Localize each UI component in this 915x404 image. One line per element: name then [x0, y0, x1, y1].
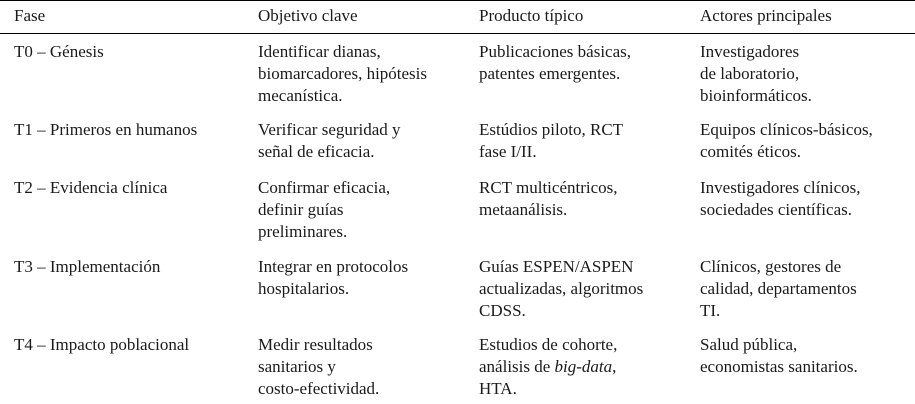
row-t1-fase: T1 – Primeros en humanos [14, 120, 198, 139]
row-t3-fase: T3 – Implementación [14, 257, 161, 276]
row-t0-producto: Publicaciones básicas, patentes emergentes. [479, 42, 632, 83]
row-t2-actores: Investigadores clínicos, sociedades científicas. [700, 178, 861, 219]
row-t3-producto: Guías ESPEN/ASPEN actualizadas, algoritmos CDSS. [479, 257, 644, 320]
header-actores: Actores principales [700, 6, 832, 25]
row-t0-fase: T0 – Génesis [14, 42, 104, 61]
row-t3-objetivo: Integrar en protocolos hospitalarios. [258, 257, 409, 298]
row-t2-fase: T2 – Evidencia clínica [14, 178, 168, 197]
row-t4-producto: Estudios de cohorte, análisis de big-data, HTA. [479, 335, 618, 398]
header-fase: Fase [14, 6, 46, 25]
top-rule [0, 0, 915, 1]
row-t2-producto: RCT multicéntricos, metaanálisis. [479, 178, 618, 219]
header-rule [0, 33, 915, 34]
row-t4-fase: T4 – Impacto poblacional [14, 335, 190, 354]
header-producto: Producto típico [479, 6, 584, 25]
header-objetivo: Objetivo clave [258, 6, 358, 25]
row-t4-objetivo: Medir resultados sanitarios y costo-efectividad. [258, 335, 380, 398]
row-t0-actores: Investigadores de laboratorio, bioinformáticos. [700, 42, 812, 105]
row-t1-actores: Equipos clínicos-básicos, comités éticos. [700, 120, 873, 161]
row-t2-objetivo: Confirmar eficacia, definir guías preliminares. [258, 178, 391, 241]
row-t1-objetivo: Verificar seguridad y señal de eficacia. [258, 120, 401, 161]
row-t1-producto: Estúdios piloto, RCT fase I/II. [479, 120, 624, 161]
row-t4-actores: Salud pública, economistas sanitarios. [700, 335, 858, 376]
row-t0-objetivo: Identificar dianas, biomarcadores, hipótesis mecanística. [258, 42, 428, 105]
row-t3-actores: Clínicos, gestores de calidad, departamentos TI. [700, 257, 857, 320]
